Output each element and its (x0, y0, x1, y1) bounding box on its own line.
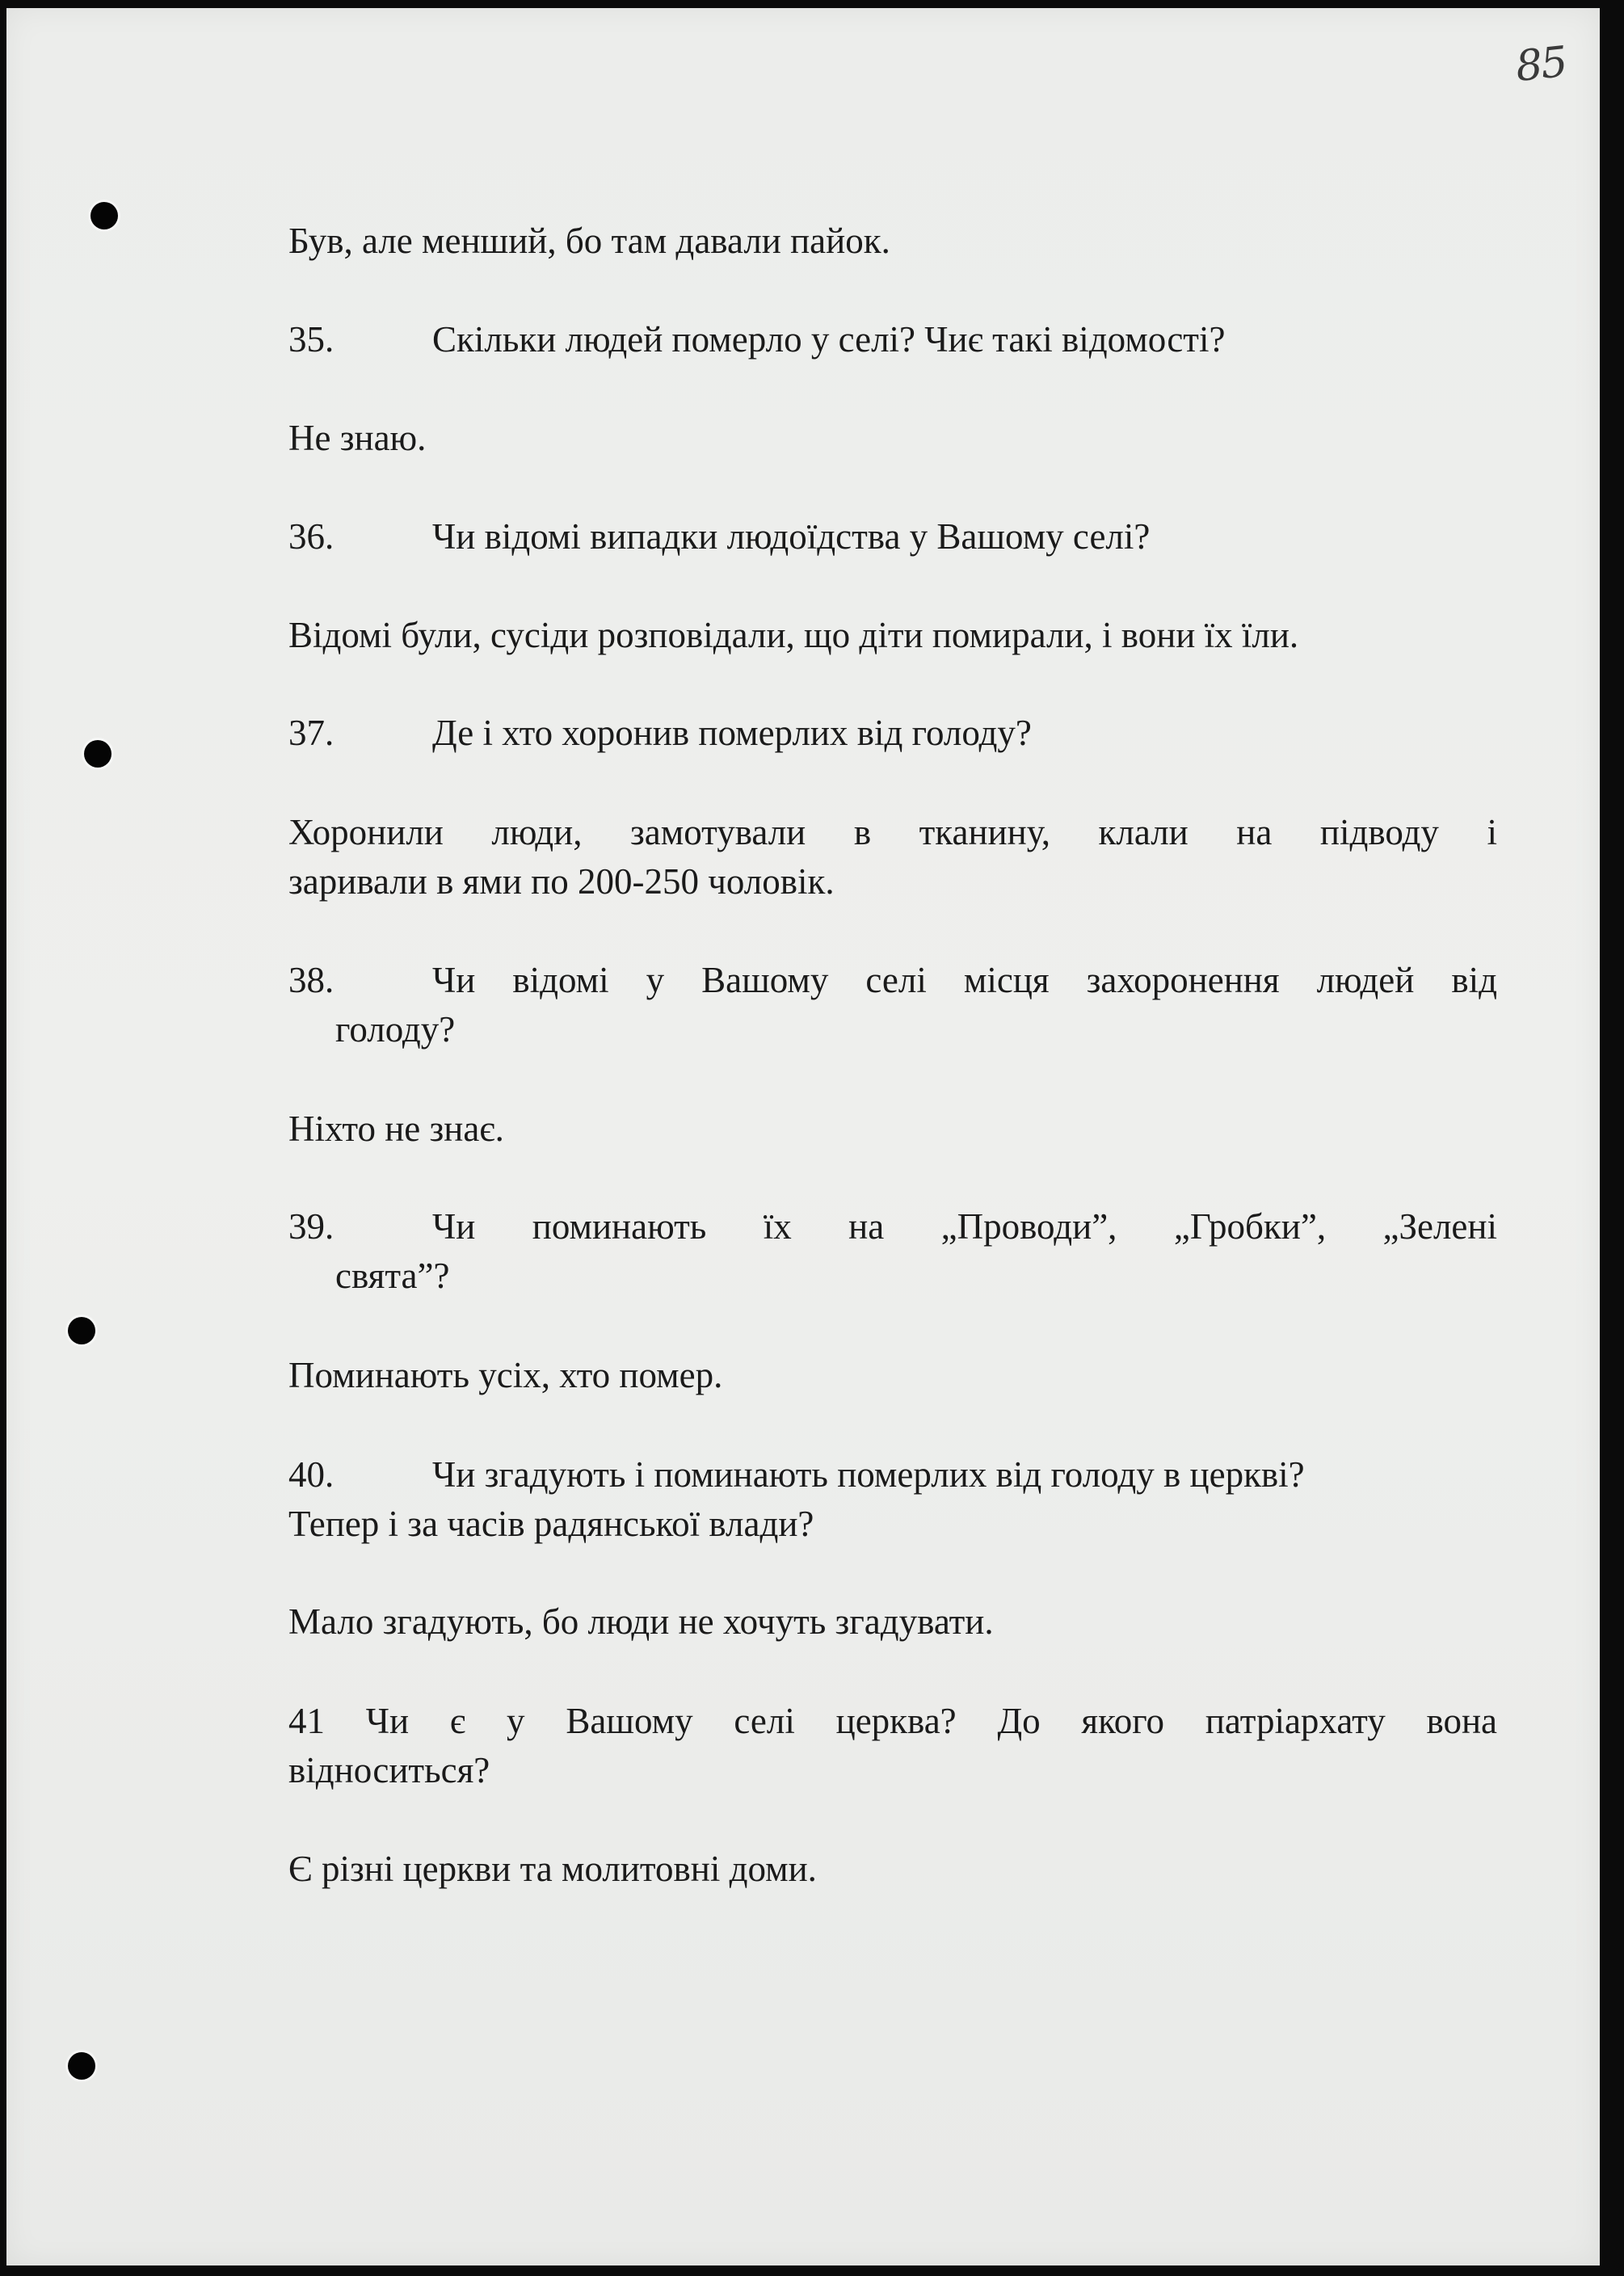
question-number: 39. (288, 1206, 334, 1247)
question-number: 35. (288, 319, 334, 360)
question-number: 36. (288, 516, 334, 557)
answer-text: Є різні церкви та молитовні доми. (288, 1849, 817, 1889)
question-number: 37. (288, 713, 334, 753)
answer-line: заривали в ями по 200-250 чоловік. (288, 861, 835, 902)
handwritten-page-number: 85 (1513, 37, 1569, 92)
punch-hole (84, 740, 111, 768)
question-39 (288, 1202, 1497, 1301)
question-text: Де і хто хоронив померлих від голоду? (432, 713, 1032, 753)
punch-hole (90, 202, 118, 229)
question-text: Тепер і за часів радянської влади? (288, 1504, 814, 1544)
answer-text (288, 808, 1497, 907)
answer-text: Був, але менший, бо там давали пайок. (288, 221, 890, 261)
answer-line: Хоронили люди, замотували в тканину, клали на підводу і (288, 812, 1497, 852)
question-text: відноситься? (288, 1750, 490, 1790)
question-41 (288, 1697, 1497, 1795)
question-38 (288, 956, 1497, 1054)
question-36 (288, 512, 1497, 562)
answer-text: Ніхто не знає. (288, 1109, 504, 1149)
punch-hole (68, 2052, 95, 2080)
punch-hole (68, 1317, 95, 1344)
question-text: свята”? (335, 1256, 450, 1296)
question-37 (288, 709, 1497, 758)
question-text: Чи відомі у Вашому селі місця захоронення людей від (432, 960, 1497, 1000)
question-text: голоду? (335, 1009, 456, 1050)
question-text: Чи відомі випадки людоїдства у Вашому селі? (432, 516, 1151, 557)
question-35 (288, 315, 1497, 364)
answer-text: Не знаю. (288, 418, 427, 458)
question-number: 38. (288, 960, 334, 1000)
question-text: Чи поминають їх на „Проводи”, „Гробки”, „Зелені (432, 1206, 1497, 1247)
question-text: Чи згадують і поминають померлих від голоду в церкві? (432, 1454, 1305, 1495)
question-40 (288, 1450, 1497, 1549)
document-page (6, 8, 1600, 2265)
question-text: Скільки людей померло у селі? Чиє такі відомості? (432, 319, 1226, 360)
question-text: 41 Чи є у Вашому селі церква? До якого патріархату вона (288, 1701, 1497, 1741)
answer-text: Відомі були, сусіди розповідали, що діти помирали, і вони їх їли. (288, 615, 1299, 655)
answer-text: Поминають усіх, хто помер. (288, 1355, 723, 1395)
question-number: 40. (288, 1454, 334, 1495)
answer-text: Мало згадують, бо люди не хочуть згадувати. (288, 1601, 994, 1642)
